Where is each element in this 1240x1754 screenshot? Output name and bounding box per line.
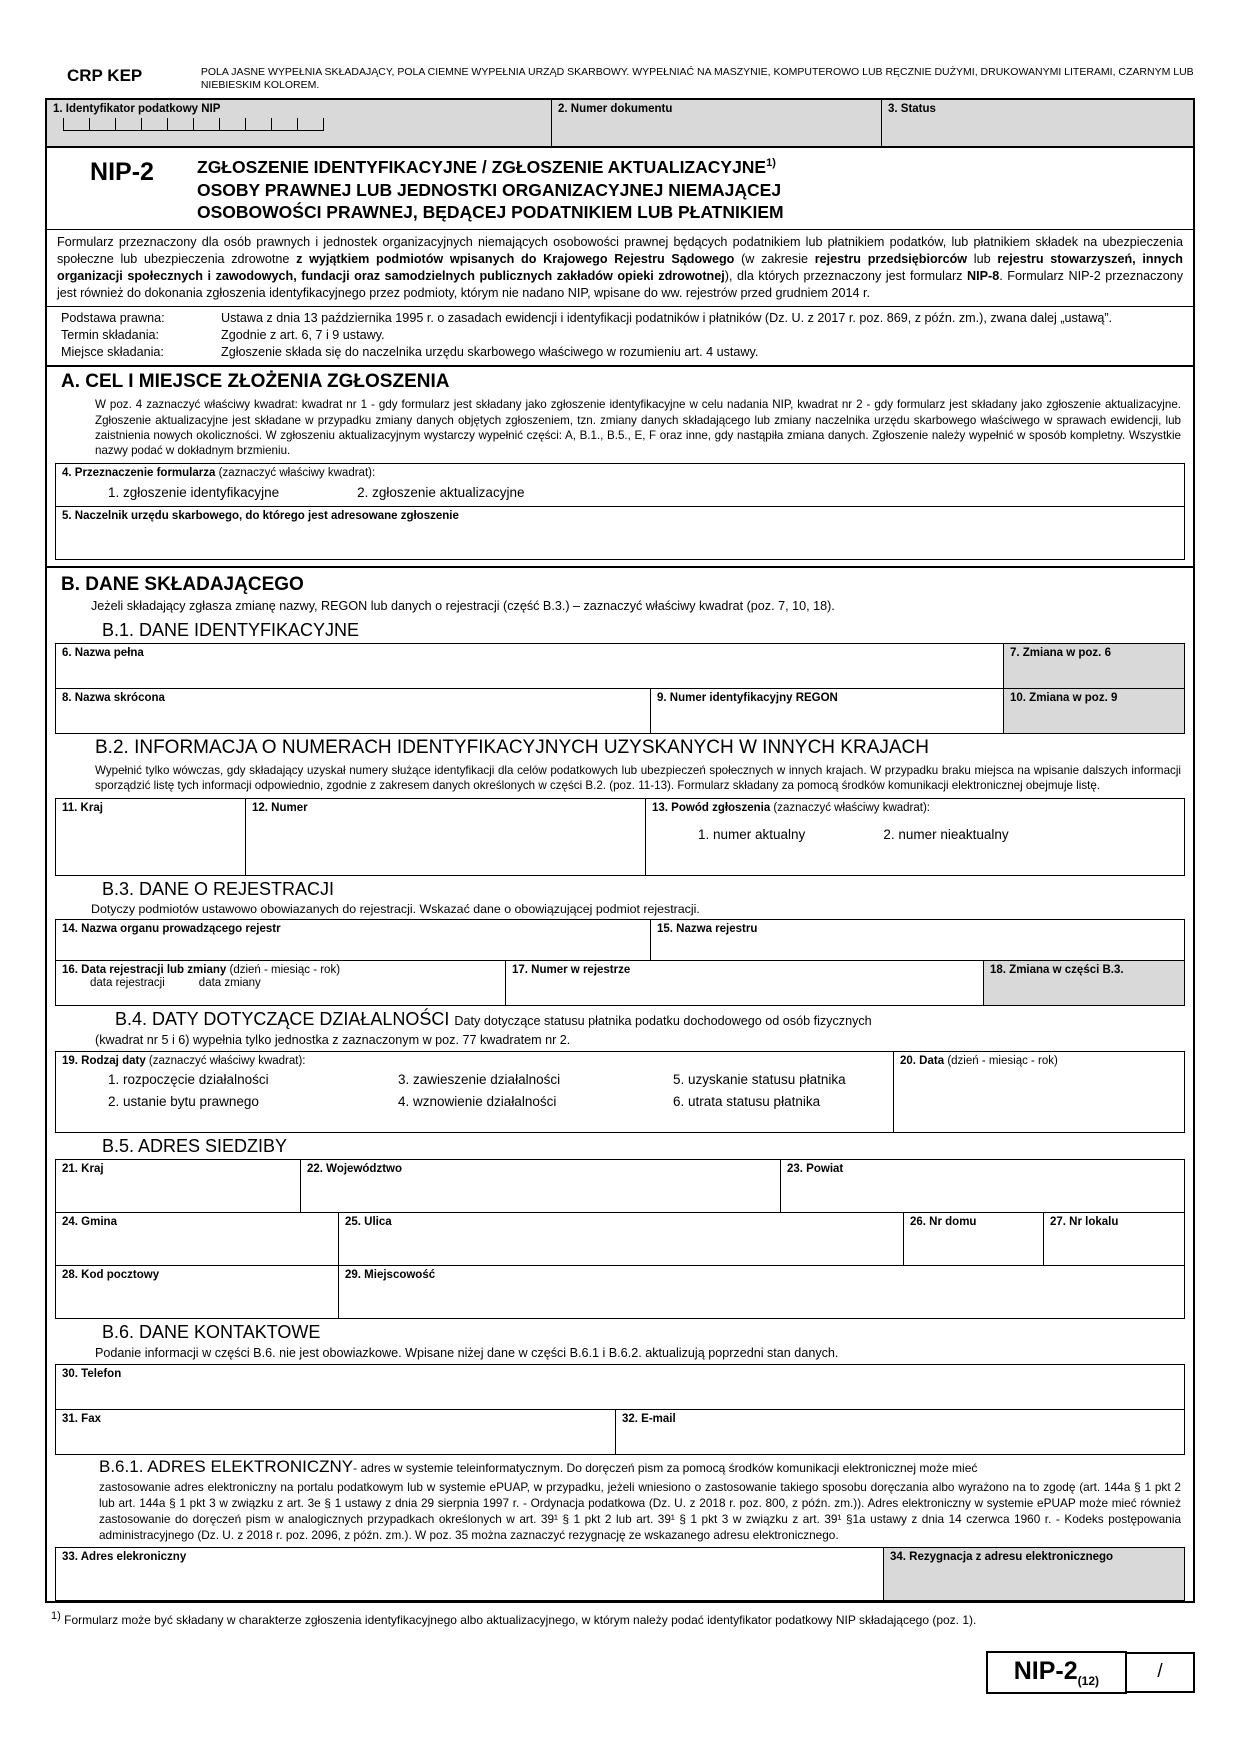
field-29[interactable]	[339, 1266, 1184, 1318]
field-23[interactable]	[781, 1160, 1184, 1212]
section-b61-note: zastosowanie adres elektroniczny na portalu podatkowym lub w systemie ePUAP, w przypadku, jeżeli wniesiono o zastosowanie takiego sposobu doręczania albo wyrażono na to zgodę (art. 144a § 1 pkt 2 lub art. 144a § 1 pkt 3 w związku z art. 3e § 1 ustawy z dnia 29 sierpnia 1997 r. - Ordynacja podatkowa (Dz. U. z 2018 r. poz. 800, z późn. zm.)). Adres elektroniczny w systemie ePUAP może mieć również zastosowanie do doręczeń pism w analogicznych przypadkach określonych w art. 39¹ § 1 pkt 2 lub art. 39¹ § 1 pkt 3 w związku z art. 39¹ §1a ustawy z dnia 14 czerwca 1960 r. - Kodeks postępowania administracyjnego (Dz. U. z 2018 r. poz. 2096, z późn. zm.). W poz. 35 można zaznaczyć rezygnację ze wskazanego adresu elektronicznego.	[99, 1480, 1181, 1542]
field-4-number: 4. Przeznaczenie formularza	[62, 466, 216, 479]
field-25[interactable]	[339, 1213, 904, 1265]
field-34[interactable]	[884, 1548, 1184, 1600]
section-b2-heading: B.2. INFORMACJA O NUMERACH IDENTYFIKACYJNYCH UZYSKANYCH W INNYCH KRAJACH	[95, 736, 929, 758]
field-32[interactable]	[616, 1410, 1184, 1454]
field-19-options-row2	[56, 1087, 893, 1109]
field-28[interactable]	[56, 1266, 339, 1318]
field-13[interactable]	[646, 799, 1184, 875]
option-zawieszenie-dzialalnosci[interactable]: 3. zawieszenie działalności	[398, 1071, 561, 1087]
field-30[interactable]	[56, 1365, 1184, 1409]
field-4-label	[56, 464, 1184, 480]
row-21-22-23	[56, 1160, 1184, 1213]
field-8-label: 8. Nazwa skrócona	[62, 691, 165, 704]
field-7-label: 7. Zmiana w poz. 6	[1010, 646, 1111, 659]
field-29-label: 29. Miejscowość	[345, 1268, 436, 1281]
field-7[interactable]	[1004, 644, 1184, 688]
field-16[interactable]	[56, 961, 506, 1005]
field-21[interactable]	[56, 1160, 301, 1212]
crp-kep-label: CRP KEP	[67, 66, 143, 85]
section-b2-fields	[55, 798, 1185, 876]
field-11[interactable]	[56, 799, 246, 875]
row-24-25-26-27	[56, 1213, 1184, 1266]
section-a-divider	[47, 560, 1193, 568]
field-15-label: 15. Nazwa rejestru	[657, 922, 758, 935]
field-20-label	[894, 1052, 1184, 1068]
legal-basis-label: Podstawa prawna:	[61, 311, 165, 326]
field-status-label: 3. Status	[888, 103, 936, 116]
field-19-options-row1	[56, 1068, 893, 1087]
page-footer	[45, 1651, 1195, 1694]
section-b3-note: Dotyczy podmiotów ustawowo obowiazanych do rejestracji. Wskazać dane o obowiązującej podmiot rejestracji.	[91, 901, 700, 916]
field-document-number[interactable]	[552, 100, 882, 146]
identification-row	[47, 100, 1193, 148]
section-b3-fields	[55, 919, 1185, 1006]
field-26-label: 26. Nr domu	[910, 1215, 977, 1228]
field-10[interactable]	[1004, 689, 1184, 733]
field-17-label: 17. Numer w rejestrze	[512, 963, 631, 976]
field-23-label: 23. Powiat	[787, 1162, 844, 1175]
row-30	[56, 1365, 1184, 1410]
section-b6-fields	[55, 1364, 1185, 1455]
footer-version: (12)	[1077, 1674, 1099, 1688]
field-nip-label: 1. Identyfikator podatkowy NIP	[53, 103, 221, 116]
field-9[interactable]	[651, 689, 1004, 733]
section-a-fields	[55, 463, 1185, 560]
row-6-7	[56, 644, 1184, 689]
legal-basis-value: Ustawa z dnia 13 października 1995 r. o zasadach ewidencji i identyfikacji podatników i płatników (Dz. U. z 2017 r. poz. 869, z późn. zm.), zwana dalej „ustawą”.	[221, 311, 1113, 326]
section-b1-fields	[55, 643, 1185, 734]
option-zgloszenie-aktualizacyjne[interactable]: 2. zgłoszenie aktualizacyjne	[357, 484, 525, 500]
form-title	[197, 156, 784, 223]
field-20-hint: (dzień - miesiąc - rok)	[947, 1054, 1058, 1067]
field-12-label: 12. Numer	[252, 801, 308, 814]
row-11-12-13	[56, 799, 1184, 875]
section-b61-title: B.6.1. ADRES ELEKTRONICZNY	[99, 1457, 354, 1477]
section-b-note: Jeżeli składający zgłasza zmianę nazwy, REGON lub danych o rejestracji (część B.3.) – zaznaczyć właściwy kwadrat (poz. 7, 10, 18).	[91, 598, 835, 613]
field-32-label: 32. E-mail	[622, 1413, 676, 1426]
option-utrata-statusu-platnika[interactable]: 6. utrata statusu płatnika	[673, 1093, 821, 1109]
form-code: NIP-2	[90, 158, 154, 187]
section-b4-title: B.4. DATY DOTYCZĄCE DZIAŁALNOŚCI	[115, 1008, 450, 1029]
field-4-hint: (zaznaczyć właściwy kwadrat):	[218, 466, 376, 479]
option-rozpoczecie-dzialalnosci[interactable]: 1. rozpoczęcie działalności	[108, 1071, 269, 1087]
field-22[interactable]	[301, 1160, 781, 1212]
row-28-29	[56, 1266, 1184, 1318]
section-a-heading: A. CEL I MIEJSCE ZŁOŻENIA ZGŁOSZENIA	[61, 371, 450, 393]
option-zgloszenie-identyfikacyjne[interactable]: 1. zgłoszenie identyfikacyjne	[108, 484, 280, 500]
option-ustanie-bytu-prawnego[interactable]: 2. ustanie bytu prawnego	[108, 1093, 259, 1109]
row-14-15	[56, 920, 1184, 961]
footer-form-code	[986, 1651, 1127, 1694]
footnote-marker: 1)	[51, 1610, 61, 1623]
footer-page-number: /	[1127, 1652, 1195, 1693]
field-11-label: 11. Kraj	[62, 801, 103, 814]
field-24[interactable]	[56, 1213, 339, 1265]
legal-info	[47, 307, 1193, 367]
document-header	[45, 60, 1195, 92]
form-frame	[45, 98, 1195, 1603]
field-22-label: 22. Województwo	[307, 1162, 402, 1175]
field-13-number: 13. Powód zgłoszenia	[652, 801, 771, 814]
field-20[interactable]	[894, 1052, 1184, 1132]
submission-deadline-value: Zgodnie z art. 6, 7 i 9 ustawy.	[221, 328, 385, 343]
field-4[interactable]	[56, 464, 1184, 507]
section-b-heading: B. DANE SKŁADAJĄCEGO	[61, 573, 304, 595]
nip-digit-boxes[interactable]	[63, 118, 551, 131]
field-14[interactable]	[56, 920, 651, 960]
field-16-hint: (dzień - miesiąc - rok)	[229, 963, 341, 976]
field-13-label	[646, 799, 1184, 815]
form-title-line2: OSOBY PRAWNEJ LUB JEDNOSTKI ORGANIZACYJNEJ NIEMAJĄCEJ	[197, 179, 782, 200]
field-17[interactable]	[506, 961, 984, 1005]
field-19-hint: (zaznaczyć właściwy kwadrat):	[148, 1054, 306, 1067]
field-34-label: 34. Rezygnacja z adresu elektronicznego	[890, 1551, 1114, 1564]
field-18[interactable]	[984, 961, 1184, 1005]
field-status[interactable]	[882, 100, 1193, 146]
submission-place-label: Miejsce składania:	[61, 345, 164, 360]
section-b4-tail: Daty dotyczące statusu płatnika podatku dochodowego od osób fizycznych	[454, 1013, 872, 1028]
section-b61-subtitle: - adres w systemie teleinformatycznym. Do doręczeń pism za pomocą środków komunikacji elektronicznej może mieć	[353, 1461, 978, 1476]
section-b61-heading	[47, 1455, 1193, 1478]
field-16-number: 16. Data rejestracji lub zmiany	[62, 963, 227, 976]
field-31[interactable]	[56, 1410, 616, 1454]
row-16-17-18	[56, 961, 1184, 1005]
field-33[interactable]	[56, 1548, 884, 1600]
option-wznowienie-dzialalnosci[interactable]: 4. wznowienie działalności	[398, 1093, 557, 1109]
section-b2-note: Wypełnić tylko wówczas, gdy składający uzyskał numery służące identyfikacji dla celów podatkowych lub ubezpieczeń społecznych w innych krajach. W przypadku braku miejsca na wpisanie dalszych informacji sporządzić listę tych informacji odpowiednio, zgodnie z zakresem danych określonych w części B.2. (poz. 11-13). Formularz składany za pomocą środków komunikacji elektronicznej obejmuje listę.	[95, 763, 1181, 793]
field-25-label: 25. Ulica	[345, 1215, 392, 1228]
field-nip[interactable]	[47, 100, 552, 146]
section-b4-note: (kwadrat nr 5 i 6) wypełnia tylko jednostka z zaznaczonym w poz. 77 kwadratem nr 2.	[95, 1032, 571, 1047]
field-14-label: 14. Nazwa organu prowadzącego rejestr	[62, 922, 281, 935]
form-title-line3: OSOBOWOŚCI PRAWNEJ, BĘDĄCEJ PODATNIKIEM LUB PŁATNIKIEM	[197, 202, 784, 223]
field-30-label: 30. Telefon	[62, 1368, 122, 1381]
option-uzyskanie-statusu-platnika[interactable]: 5. uzyskanie statusu płatnika	[673, 1071, 846, 1087]
row-33-34	[56, 1548, 1184, 1600]
row-8-9-10	[56, 689, 1184, 733]
field-27-label: 27. Nr lokalu	[1050, 1215, 1119, 1228]
section-b5-fields	[55, 1159, 1185, 1319]
form-title-line1: ZGŁOSZENIE IDENTYFIKACYJNE / ZGŁOSZENIE AKTUALIZACYJNE	[197, 157, 767, 178]
field-6[interactable]	[56, 644, 1004, 688]
field-document-number-label: 2. Numer dokumentu	[558, 103, 673, 116]
field-9-label: 9. Numer identyfikacyjny REGON	[657, 691, 838, 704]
field-21-label: 21. Kraj	[62, 1162, 104, 1175]
section-a-note: W poz. 4 zaznaczyć właściwy kwadrat: kwadrat nr 1 - gdy formularz jest składany jako zgłoszenie identyfikacyjne w celu nadania NIP, kwadrat nr 2 - gdy formularz jest składany jako zgłoszenie aktualizacyjne. Zgłoszenie aktualizacyjne jest składane w przypadku zmiany danych objętych zgłoszeniem, tzn. zmiany danych składającego lub zmiany naczelnika urzędu skarbowego właściwego w sprawach ewidencji, lub zaistnienia nowych okoliczności. W zgłoszeniu aktualizacyjnym wystarczy wypełnić części: A, B.1., B.5., E, F oraz inne, gdy nastąpiła zmiana danych. Zgłoszenie należy wypełnić w sposób kompletny. Wszystkie nazwy podać w dokładnym brzmieniu.	[95, 398, 1181, 458]
field-18-label: 18. Zmiana w części B.3.	[990, 963, 1124, 976]
section-b4-heading	[47, 1006, 1193, 1032]
field-15[interactable]	[651, 920, 1184, 960]
section-b4-fields	[55, 1051, 1185, 1133]
submission-place-value: Zgłoszenie składa się do naczelnika urzędu skarbowego właściwego w rozumieniu art. 4 ustawy.	[221, 345, 759, 360]
section-b1-heading: B.1. DANE IDENTYFIKACYJNE	[102, 619, 360, 640]
fill-instructions: POLA JASNE WYPEŁNIA SKŁADAJĄCY, POLA CIEMNE WYPEŁNIA URZĄD SKARBOWY. WYPEŁNIAĆ NA MASZYNIE, KOMPUTEROWO LUB RĘCZNIE DUŻYMI, DRUKOWANYMI LITERAMI, CZARNYM LUB NIEBIESKIM KOLOREM.	[200, 66, 1194, 92]
field-16-subs	[56, 977, 505, 989]
field-16-sub-registration: data rejestracji	[90, 976, 165, 989]
footnote-text: Formularz może być składany w charakterze zgłoszenia identyfikacyjnego albo aktualizacyjnego, w którym należy podać identyfikator podatkowy NIP składającego (poz. 1).	[64, 1613, 977, 1628]
field-10-label: 10. Zmiana w poz. 9	[1010, 691, 1118, 704]
field-28-label: 28. Kod pocztowy	[62, 1268, 160, 1281]
footer-code-text: NIP-2	[1013, 1657, 1078, 1685]
field-5[interactable]	[56, 507, 1184, 559]
section-b3-heading: B.3. DANE O REJESTRACJI	[102, 878, 335, 899]
field-5-label: 5. Naczelnik urzędu skarbowego, do którego jest adresowane zgłoszenie	[62, 509, 459, 522]
field-19[interactable]	[56, 1052, 894, 1132]
field-26[interactable]	[904, 1213, 1044, 1265]
field-24-label: 24. Gmina	[62, 1215, 117, 1228]
field-13-hint: (zaznaczyć właściwy kwadrat):	[773, 801, 930, 814]
field-31-label: 31. Fax	[62, 1413, 101, 1426]
section-b5-heading: B.5. ADRES SIEDZIBY	[102, 1135, 288, 1156]
field-8[interactable]	[56, 689, 651, 733]
field-16-sub-change: data zmiany	[198, 976, 261, 989]
row-31-32	[56, 1410, 1184, 1454]
section-b61-fields	[55, 1547, 1185, 1601]
form-title-sup: 1)	[766, 157, 776, 170]
field-6-label: 6. Nazwa pełna	[62, 646, 144, 659]
field-33-label: 33. Adres elekroniczny	[62, 1551, 187, 1564]
footnote	[45, 1603, 1195, 1629]
form-title-block	[47, 148, 1193, 230]
field-19-number: 19. Rodzaj daty	[62, 1054, 146, 1067]
section-b6-heading: B.6. DANE KONTAKTOWE	[102, 1321, 321, 1342]
field-19-label	[56, 1052, 893, 1068]
field-20-number: 20. Data	[900, 1054, 945, 1067]
field-27[interactable]	[1044, 1213, 1184, 1265]
row-19-20	[56, 1052, 1184, 1132]
intro-paragraph: Formularz przeznaczony dla osób prawnych i jednostek organizacyjnych niemających osobowości prawnej będących podatnikiem lub płatnikiem podatków, lub płatnikiem składek na ubezpieczenia społeczne lub ubezpieczenia zdrowotne z wyjątkiem podmiotów wpisanych do Krajowego Rejestru Sądowego (w zakresie rejestru przedsiębiorców lub rejestru stowarzyszeń, innych organizacji społecznych i zawodowych, fundacji oraz samodzielnych publicznych zakładów opieki zdrowotnej), dla których przeznaczony jest formularz NIP-8. Formularz NIP-2 przeznaczony jest również do dokonania zgłoszenia identyfikacyjnego przez podmioty, którym nie nadano NIP, wpisane do ww. rejestrów przed grudniem 2014 r.	[47, 230, 1193, 307]
submission-deadline-label: Termin składania:	[61, 328, 159, 343]
field-13-options	[646, 815, 1184, 848]
field-12[interactable]	[246, 799, 646, 875]
option-numer-aktualny[interactable]: 1. numer aktualny	[698, 826, 806, 842]
field-4-options	[56, 480, 1184, 506]
field-16-label	[56, 961, 505, 977]
section-b6-note: Podanie informacji w części B.6. nie jest obowiazkowe. Wpisane niżej dane w części B.6.1 i B.6.2. aktualizują poprzedni stan danych.	[95, 1345, 839, 1360]
option-numer-nieaktualny[interactable]: 2. numer nieaktualny	[883, 826, 1009, 842]
